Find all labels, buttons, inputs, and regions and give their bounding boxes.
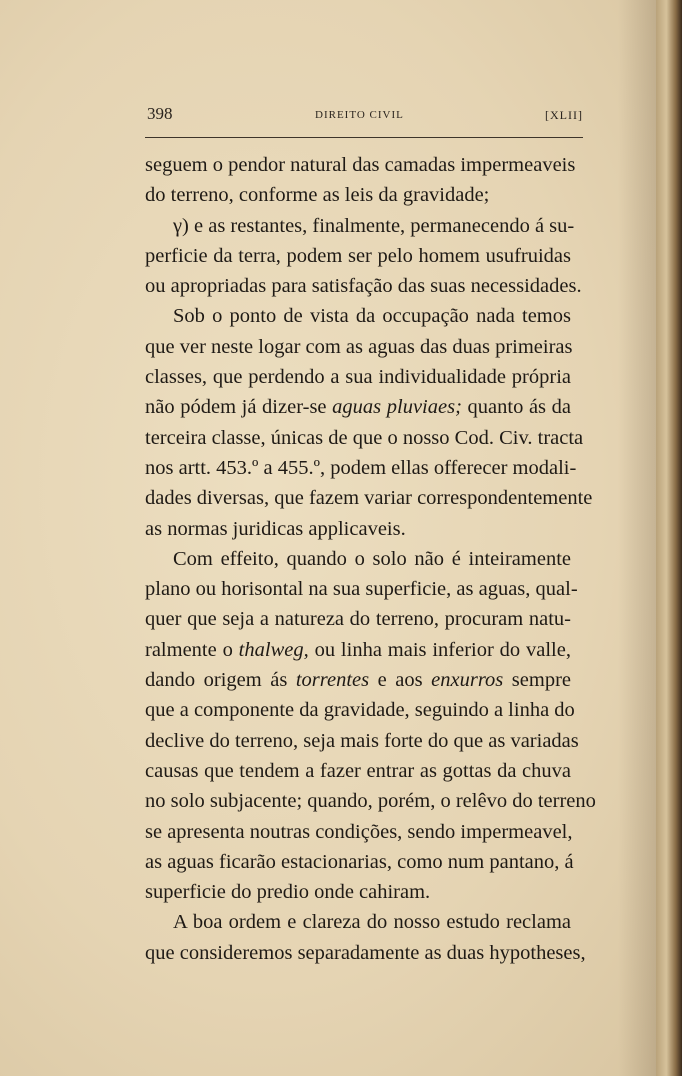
text-line (145, 665, 571, 695)
text-line: superficie do predio onde cahiram. (145, 881, 431, 904)
text-line: se apresenta noutras condições, sendo impermeavel, (145, 820, 573, 843)
text-line: do terreno, conforme as leis da gravidade; (145, 184, 490, 207)
text-line: que consideremos separadamente as duas hypotheses, (145, 941, 586, 964)
text-segment: quanto ás da (461, 396, 571, 419)
text-line (145, 392, 571, 422)
text-line: ou apropriadas para satisfação das suas necessidades. (145, 275, 582, 298)
text-line: Com effeito, quando o solo não é inteiramente (173, 547, 571, 570)
header-rule (145, 137, 583, 138)
page-edge (656, 0, 682, 1076)
page-number: 398 (147, 104, 173, 123)
italic-term: aguas pluviaes; (332, 396, 462, 419)
text-segment: dando origem ás (145, 669, 296, 692)
text-line: que a componente da gravidade, seguindo a linha do (145, 699, 575, 722)
text-segment: e aos (369, 669, 432, 692)
text-line: que ver neste logar com as aguas das duas primeiras (145, 335, 573, 358)
text-line: as normas juridicas applicaveis. (145, 517, 406, 540)
italic-term: enxurros (431, 669, 504, 692)
text-line: plano ou horisontal na sua superficie, as aguas, qual- (145, 578, 578, 601)
page-header (145, 104, 583, 134)
italic-term: thalweg, (238, 638, 309, 661)
text-line: nos artt. 453.º a 455.º, podem ellas offerecer modali- (145, 456, 577, 479)
text-segment: ou linha mais inferior do valle, (308, 638, 571, 661)
text-line: as aguas ficarão estacionarias, como num pantano, á (145, 850, 574, 873)
text-line: γ) e as restantes, finalmente, permanecendo á su- (173, 214, 575, 237)
text-line: classes, que perdendo a sua individualidade própria (145, 366, 571, 389)
italic-term: torrentes (295, 669, 370, 692)
text-line: perficie da terra, podem ser pelo homem usufruidas (145, 244, 571, 267)
text-segment: não pódem já dizer-se (145, 396, 333, 419)
text-line: terceira classe, únicas de que o nosso Cod. Civ. tracta (145, 426, 584, 449)
body-text (145, 150, 596, 968)
section-marker: [XLII] (545, 108, 583, 122)
text-line: dades diversas, que fazem variar correspondentemente (145, 487, 593, 510)
text-line: no solo subjacente; quando, porém, o relêvo do terreno (145, 790, 596, 813)
text-line: seguem o pendor natural das camadas impermeaveis (145, 154, 576, 176)
running-title: DIREITO CIVIL (315, 109, 404, 121)
text-line: causas que tendem a fazer entrar as gottas da chuva (145, 759, 571, 782)
text-segment: ralmente o (145, 638, 239, 661)
text-line: quer que seja a natureza do terreno, procuram natu- (145, 608, 571, 631)
text-line: A boa ordem e clareza do nosso estudo reclama (173, 911, 571, 934)
text-segment: sempre (503, 669, 571, 692)
text-line: Sob o ponto de vista da occupação nada temos (173, 305, 571, 328)
text-line: declive do terreno, seja mais forte do que as variadas (145, 729, 579, 752)
text-line (145, 635, 571, 665)
